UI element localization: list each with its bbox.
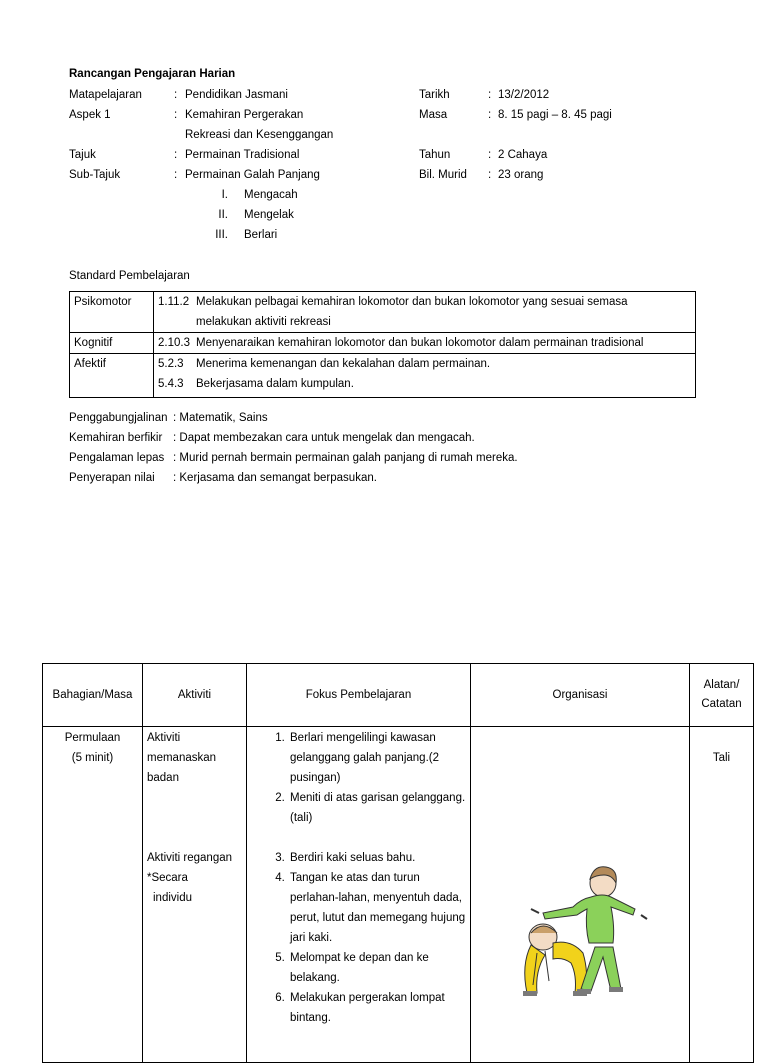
info-label: Penyerapan nilai xyxy=(69,472,155,484)
standard-cell xyxy=(154,292,696,333)
aspek-value-line2: Rekreasi dan Kesenggangan xyxy=(185,129,334,141)
info-value: : Kerjasama dan semangat berpasukan. xyxy=(173,472,377,484)
colon: : xyxy=(174,109,178,121)
domain-cell: Kognitif xyxy=(70,333,154,354)
fokus-item: 3. Berdiri kaki seluas bahu. xyxy=(288,848,469,868)
tahun-value: 2 Cahaya xyxy=(498,149,548,161)
header-alatan-line2: Catatan xyxy=(701,698,742,710)
fokus-item: 1. Berlari mengelilingi kawasan gelanggang galah panjang.(2 pusingan) xyxy=(288,728,469,788)
tarikh-value: 13/2/2012 xyxy=(498,89,550,101)
standard-text: Menyenaraikan kemahiran lokomotor dan bukan lokomotor dalam permainan tradisional xyxy=(196,337,644,349)
standard-text: Bekerjasama dalam kumpulan. xyxy=(196,378,354,390)
subtajuk-item-num: II. xyxy=(218,209,228,221)
standard-row-kognitif xyxy=(70,333,696,354)
info-label: Kemahiran berfikir xyxy=(69,432,163,444)
murid-label: Bil. Murid xyxy=(419,169,467,181)
standard-text: melakukan aktiviti rekreasi xyxy=(196,316,331,328)
header-bahagian: Bahagian/Masa xyxy=(43,664,143,727)
stretching-kids-illustration xyxy=(501,865,661,1000)
info-label: Penggabungjalinan xyxy=(69,412,168,424)
masa-value: 8. 15 pagi – 8. 45 pagi xyxy=(498,109,612,121)
matapelajaran-value: Pendidikan Jasmani xyxy=(185,89,288,101)
fokus-item: 4. Tangan ke atas dan turun perlahan-lahan, menyentuh dada, perut, lutut dan memegang hujung jari kaki. xyxy=(288,868,469,948)
fokus-cell xyxy=(247,727,471,1063)
fokus-list-b xyxy=(248,848,469,1028)
standard-cell xyxy=(154,333,696,354)
info-label: Pengalaman lepas xyxy=(69,452,165,464)
alatan-cell xyxy=(690,727,754,1063)
aktiviti-b-line1: Aktiviti regangan xyxy=(147,852,233,864)
page-title: Rancangan Pengajaran Harian xyxy=(69,68,236,80)
colon: : xyxy=(174,89,178,101)
standard-table xyxy=(69,291,696,398)
tahun-label: Tahun xyxy=(419,149,451,161)
murid-value: 23 orang xyxy=(498,169,544,181)
colon: : xyxy=(488,89,492,101)
standard-row-psikomotor xyxy=(70,292,696,333)
aspek-value-line1: Kemahiran Pergerakan xyxy=(185,109,304,121)
info-value: : Dapat membezakan cara untuk mengelak dan mengacah. xyxy=(173,432,475,444)
standard-text: Melakukan pelbagai kemahiran lokomotor dan bukan lokomotor yang sesuai semasa xyxy=(196,296,628,308)
tajuk-label: Tajuk xyxy=(69,149,96,161)
tajuk-value: Permainan Tradisional xyxy=(185,149,300,161)
standard-code: 2.10.3 xyxy=(158,337,190,349)
standard-code: 1.11.2 xyxy=(158,296,190,308)
subtajuk-item-text: Berlari xyxy=(244,229,278,241)
lesson-table xyxy=(42,663,754,1063)
colon: : xyxy=(174,169,178,181)
alatan-value: Tali xyxy=(712,752,731,764)
colon: : xyxy=(174,149,178,161)
organisasi-cell xyxy=(471,727,690,1063)
header-alatan-line1: Alatan/ xyxy=(703,679,740,691)
aktiviti-a-line3: badan xyxy=(147,772,179,784)
header-aktiviti: Aktiviti xyxy=(143,664,247,727)
lesson-header-row xyxy=(43,664,754,727)
bahagian-line1: Permulaan xyxy=(64,732,121,744)
aktiviti-b-line3: individu xyxy=(153,892,192,904)
header-organisasi: Organisasi xyxy=(471,664,690,727)
subtajuk-item-num: III. xyxy=(215,229,228,241)
fokus-item: 6. Melakukan pergerakan lompat bintang. xyxy=(288,988,469,1028)
colon: : xyxy=(488,109,492,121)
subtajuk-item-num: I. xyxy=(221,189,228,201)
aktiviti-a-line2: memanaskan xyxy=(147,752,217,764)
subtajuk-label: Sub-Tajuk xyxy=(69,169,121,181)
info-value: : Matematik, Sains xyxy=(173,412,268,424)
aktiviti-b-line2: *Secara xyxy=(147,872,188,884)
bahagian-line2: (5 minit) xyxy=(71,752,114,764)
tarikh-label: Tarikh xyxy=(419,89,450,101)
bahagian-cell xyxy=(43,727,143,1063)
masa-label: Masa xyxy=(419,109,448,121)
subtajuk-item-text: Mengacah xyxy=(244,189,298,201)
subtajuk-item-text: Mengelak xyxy=(244,209,294,221)
fokus-item: 5. Melompat ke depan dan ke belakang. xyxy=(288,948,469,988)
domain-cell: Afektif xyxy=(70,354,154,398)
standard-heading: Standard Pembelajaran xyxy=(69,270,190,282)
colon: : xyxy=(488,169,492,181)
fokus-list-a xyxy=(248,728,469,828)
colon: : xyxy=(488,149,492,161)
info-value: : Murid pernah bermain permainan galah panjang di rumah mereka. xyxy=(173,452,518,464)
aktiviti-cell xyxy=(143,727,247,1063)
matapelajaran-label: Matapelajaran xyxy=(69,89,142,101)
header-alatan xyxy=(690,664,754,727)
standard-text: Menerima kemenangan dan kekalahan dalam permainan. xyxy=(196,358,491,370)
standard-code: 5.2.3 xyxy=(158,358,184,370)
fokus-item: 2. Meniti di atas garisan gelanggang.(tali) xyxy=(288,788,469,828)
standard-row-afektif xyxy=(70,354,696,398)
bending-child-figure xyxy=(523,924,587,996)
aktiviti-a-line1: Aktiviti xyxy=(147,732,181,744)
header-fokus: Fokus Pembelajaran xyxy=(247,664,471,727)
standard-cell xyxy=(154,354,696,398)
subtajuk-value: Permainan Galah Panjang xyxy=(185,169,320,181)
standard-code: 5.4.3 xyxy=(158,378,184,390)
domain-cell: Psikomotor xyxy=(70,292,154,333)
lesson-row-permulaan xyxy=(43,727,754,1063)
aspek-label: Aspek 1 xyxy=(69,109,111,121)
